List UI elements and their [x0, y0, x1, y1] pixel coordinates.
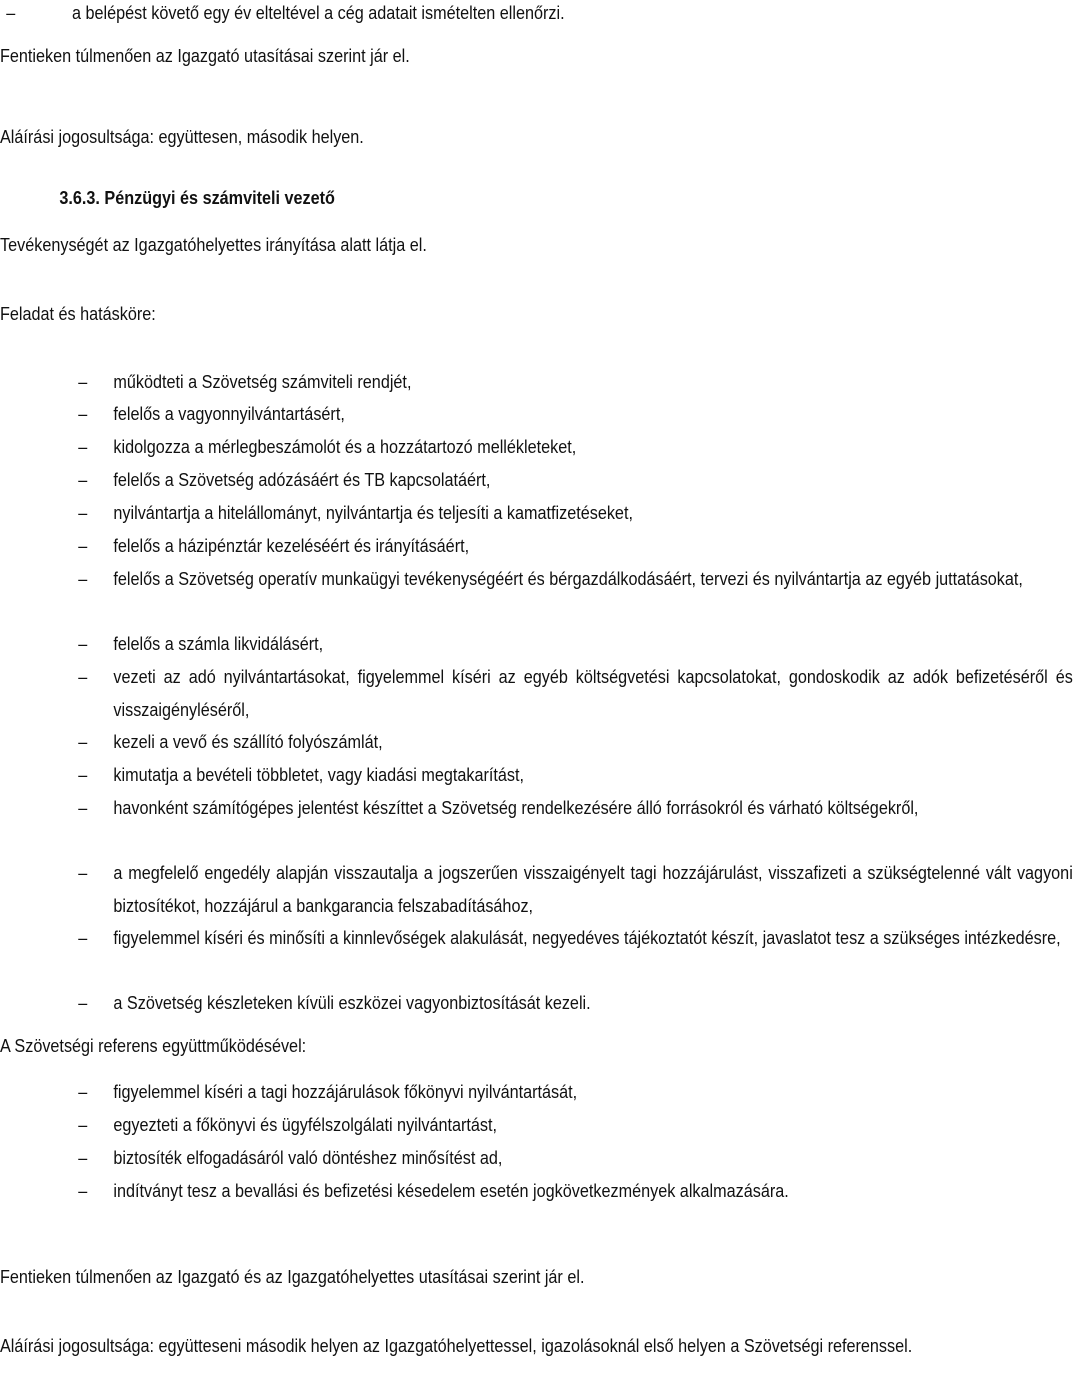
dash-bullet: – — [78, 404, 88, 424]
dash-bullet: – — [78, 928, 88, 948]
list-item-text: figyelemmel kíséri és minősíti a kinnlevőségek alakulását, negyedéves tájékoztatót készít, javaslatot tesz a szükséges intézkedésre, — [113, 928, 1061, 948]
dash-bullet: – — [78, 1181, 88, 1201]
list-item-text: kezeli a vevő és szállító folyószámlát, — [113, 732, 383, 752]
list-item-text: felelős a számla likvidálásért, — [113, 634, 324, 654]
dash-bullet: – — [78, 470, 88, 490]
paragraph: Aláírási jogosultsága: együtteseni második helyen az Igazgatóhelyettessel, igazolásoknál első helyen a Szövetségi referenssel. — [0, 1336, 913, 1356]
paragraph: Feladat és hatásköre: — [0, 304, 156, 324]
paragraph: Fentieken túlmenően az Igazgató utasításai szerint jár el. — [0, 46, 410, 66]
dash-bullet: – — [78, 372, 88, 392]
list-item-text: felelős a házipénztár kezeléséért és irányításáért, — [113, 536, 470, 556]
dash-bullet: – — [78, 634, 88, 654]
paragraph: Fentieken túlmenően az Igazgató és az Igazgatóhelyettes utasításai szerint jár el. — [0, 1267, 585, 1287]
list-item-text: havonként számítógépes jelentést készíttet a Szövetség rendelkezésére álló forrásokról és várható költségekről, — [113, 798, 919, 818]
dash-bullet: – — [78, 536, 88, 556]
list-item-text: a Szövetség készleteken kívüli eszközei vagyonbiztosítását kezeli. — [113, 993, 591, 1013]
dash-bullet: – — [78, 798, 88, 818]
list-item-text: nyilvántartja a hitelállományt, nyilvántartja és teljesíti a kamatfizetéseket, — [113, 503, 633, 523]
list-item-text: indítványt tesz a bevallási és befizetési késedelem esetén jogkövetkezmények alkalmazására. — [113, 1181, 789, 1201]
paragraph: Aláírási jogosultsága: együttesen, második helyen. — [0, 127, 364, 147]
paragraph: A Szövetségi referens együttműködésével: — [0, 1036, 307, 1056]
dash-bullet: – — [78, 1082, 88, 1102]
list-item-text: felelős a Szövetség adózásáért és TB kapcsolatáért, — [113, 470, 491, 490]
list-item-text: vezeti az adó nyilvántartásokat, figyelemmel kíséri az egyéb költségvetési kapcsolatokat, gondoskodik az adók befizetéséről és visszaigényléséről, — [113, 667, 1073, 720]
dash-bullet: – — [78, 667, 88, 687]
dash-bullet: – — [78, 732, 88, 752]
dash-bullet: – — [78, 437, 88, 457]
dash-bullet: – — [78, 1115, 88, 1135]
dash-bullet: – — [78, 863, 88, 883]
paragraph: Tevékenységét az Igazgatóhelyettes irányítása alatt látja el. — [0, 235, 427, 255]
dash-bullet: – — [78, 1148, 88, 1168]
list-item-text: figyelemmel kíséri a tagi hozzájárulások főkönyvi nyilvántartását, — [113, 1082, 578, 1102]
list-item-text: működteti a Szövetség számviteli rendjét, — [113, 372, 412, 392]
list-item-text: a megfelelő engedély alapján visszautalja a jogszerűen visszaigényelt tagi hozzájárulást, visszafizeti a szükségtelenné vált vagyoni biztosítékot, hozzájárul a bankgarancia felszabadításához, — [113, 863, 1073, 916]
list-item-text: felelős a Szövetség operatív munkaügyi tevékenységéért és bérgazdálkodásáért, tervezi és nyilvántartja az egyéb juttatásokat, — [113, 569, 1023, 589]
dash-bullet: – — [78, 993, 88, 1013]
list-item-text: felelős a vagyonnyilvántartásért, — [113, 404, 345, 424]
list-item-text: kimutatja a bevételi többletet, vagy kiadási megtakarítást, — [113, 765, 525, 785]
list-item-text: kidolgozza a mérlegbeszámolót és a hozzátartozó mellékleteket, — [113, 437, 577, 457]
list-item-text: biztosíték elfogadásáról való döntéshez minősítést ad, — [113, 1148, 503, 1168]
list-item-text: egyezteti a főkönyvi és ügyfélszolgálati nyilvántartást, — [113, 1115, 498, 1135]
list-item-text: a belépést követő egy év elteltével a cég adatait ismételten ellenőrzi. — [72, 3, 565, 23]
dash-bullet: – — [78, 765, 88, 785]
dash-bullet: – — [6, 3, 16, 23]
dash-bullet: – — [78, 503, 88, 523]
section-heading: 3.6.3. Pénzügyi és számviteli vezető — [59, 188, 335, 208]
dash-bullet: – — [78, 569, 88, 589]
